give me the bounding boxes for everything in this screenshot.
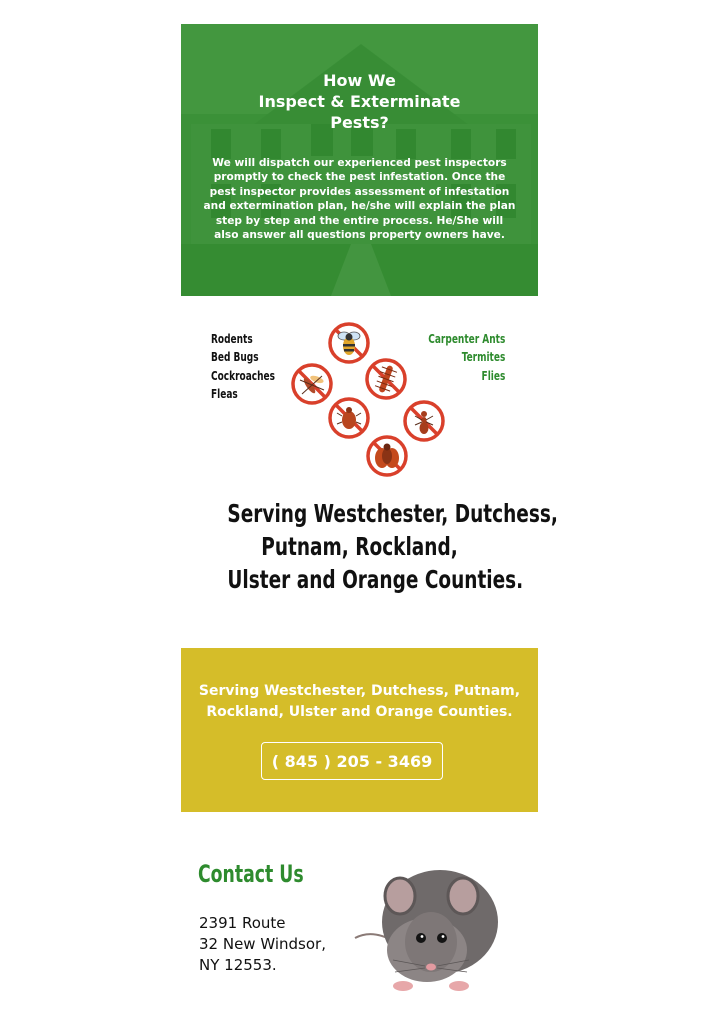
contact-title: Contact Us	[198, 860, 304, 888]
pest-item: Termites	[461, 349, 505, 365]
cta-text: Serving Westchester, Dutchess, Putnam, Rockland, Ulster and Orange Counties.	[198, 683, 521, 720]
pest-item: Carpenter Ants	[427, 331, 505, 346]
no-centipede-icon	[367, 360, 405, 398]
pest-item: Rodents	[211, 331, 253, 346]
no-bedbug-icon	[330, 399, 368, 437]
address-line: 32 New Windsor,	[199, 935, 326, 953]
rat-image	[345, 850, 505, 1000]
address-line: 2391 Route	[199, 914, 286, 932]
serving-heading: Serving Westchester, Dutchess, Putnam, Rockland, Ulster and Orange Counties.	[227, 499, 558, 594]
pest-icons	[290, 318, 450, 478]
pest-item: Cockroaches	[211, 367, 275, 383]
no-ant-icon	[405, 402, 443, 440]
cta-section	[181, 648, 538, 812]
address-line: NY 12553.	[199, 956, 277, 974]
hero-title: How We Inspect & Exterminate Pests?	[258, 71, 461, 132]
pest-item: Bed Bugs	[211, 349, 259, 365]
no-mosquito-icon	[293, 365, 331, 403]
hero-description: We will dispatch our experienced pest inspectors promptly to check the pest infestation. Once the pest inspector provides assessment of infestation and extermination plan, he/she will explain the plan step by step and the entire process. He/She will also answer all questions property owners have.	[203, 157, 516, 242]
pest-item: Fleas	[211, 385, 238, 401]
address	[199, 913, 326, 976]
hero-section	[181, 24, 538, 296]
no-bee-icon	[330, 324, 368, 362]
pest-list-left	[211, 330, 275, 403]
phone-button[interactable]: ( 845 ) 205 - 3469	[261, 742, 443, 780]
no-fly-icon	[368, 437, 406, 475]
pest-item: Flies	[481, 367, 505, 383]
